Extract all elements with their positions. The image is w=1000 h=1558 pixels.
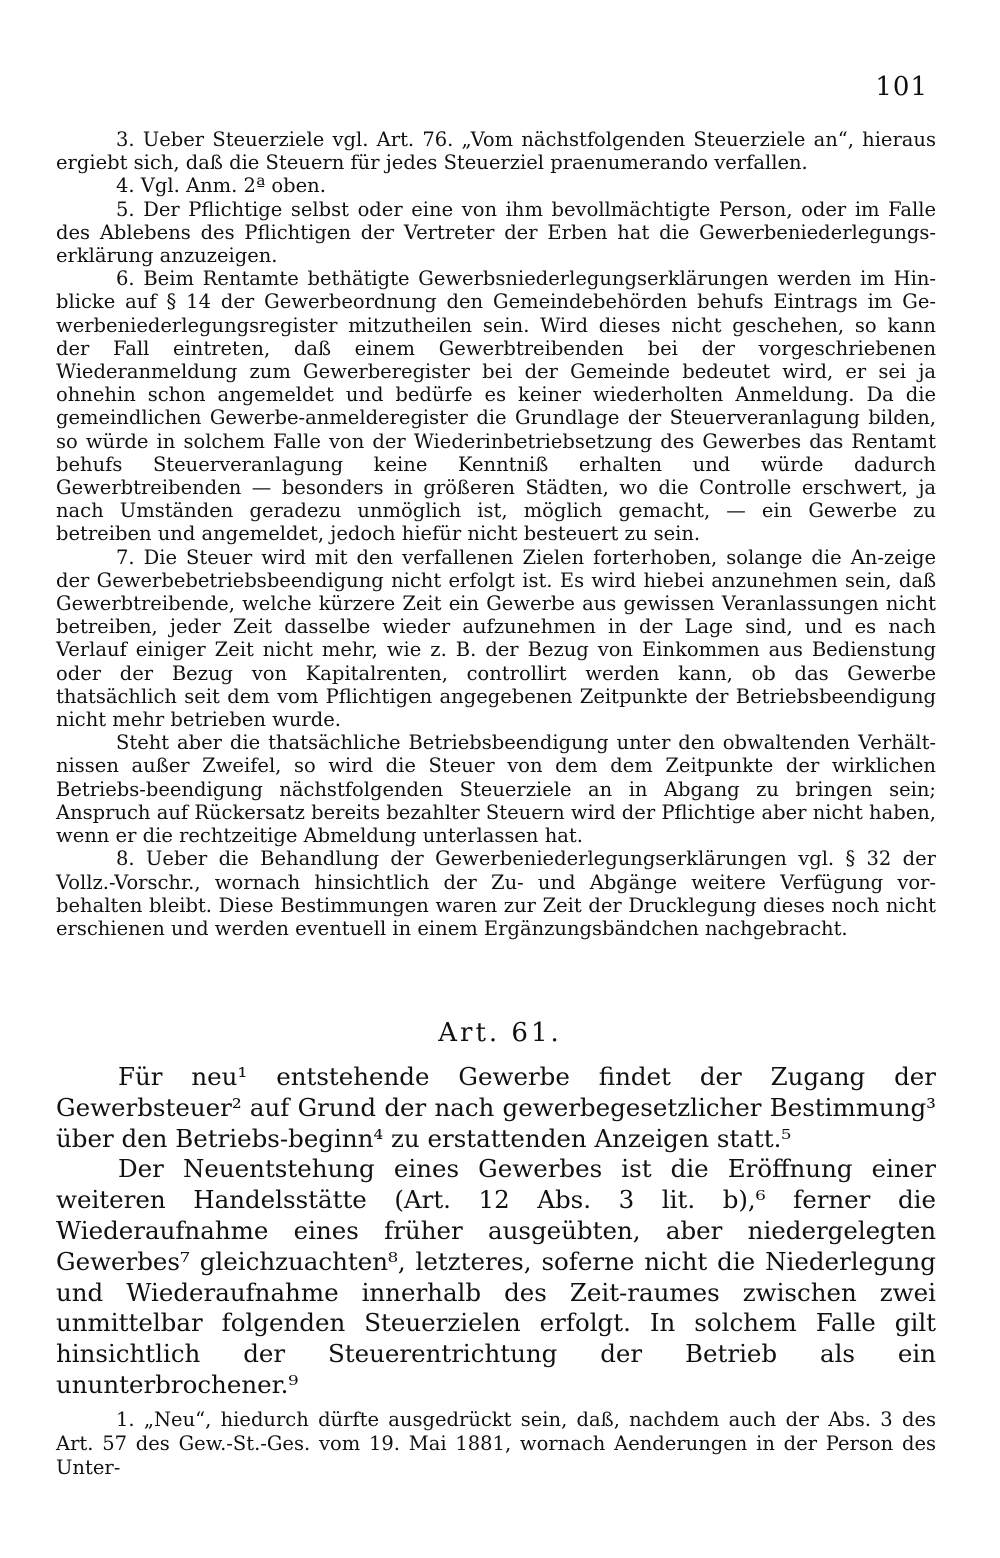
footnote-1: 1. „Neu“, hiedurch dürfte ausgedrückt sein, daß, nachdem auch der Abs. 3 des Art. 57 des Gew.-St.-Ges. vom 19. Mai 1881, wornach Aenderungen in der Person des Unter-	[56, 1408, 936, 1479]
page-number: 101	[875, 72, 928, 102]
note-7-continued: Steht aber die thatsächliche Betriebsbeendigung unter den obwaltenden Verhält-nissen außer Zweifel, so wird die Steuer von dem dem Zeitpunkte der wirklichen Betriebs-beendigung nächstfolgenden Steuerziele an in Abgang zu bringen sein; Anspruch auf Rückersatz bereits bezahlter Steuern wird der Pflichtige aber nicht haben, wenn er die rechtzeitige Abmeldung unterlassen hat.	[56, 731, 936, 848]
note-6: 6. Beim Rentamte bethätigte Gewerbsniederlegungserklärungen werden im Hin-blicke auf § 14 der Gewerbeordnung den Gemeindebehörden behufs Eintrags im Ge-werbeniederlegungsregister mitzutheilen sein. Wird dieses nicht geschehen, so kann der Fall eintreten, daß einem Gewerbtreibenden bei der vorgeschriebenen Wiederanmeldung zum Gewerberegister bei der Gemeinde bedeutet wird, er sei ja ohnehin schon angemeldet und bedürfe es keiner wiederholten Anmeldung. Da die gemeindlichen Gewerbe-anmelderegister die Grundlage der Steuerveranlagung bilden, so würde in solchem Falle von der Wiederinbetriebsetzung des Gewerbes das Rentamt behufs Steuerveranlagung keine Kenntniß erhalten und würde dadurch Gewerbtreibenden — besonders in größeren Städten, wo die Controlle erschwert, ja nach Umständen geradezu unmöglich ist, möglich gemacht, — ein Gewerbe zu betreiben und angemeldet, jedoch hiefür nicht besteuert zu sein.	[56, 267, 936, 546]
article-paragraph-2: Der Neuentstehung eines Gewerbes ist die Eröffnung einer weiteren Handelsstätte (Art. 12 Abs. 3 lit. b),⁶ ferner die Wiederaufnahme eines früher ausgeübten, aber niedergelegten Gewerbes⁷ gleichzuachten⁸, letzteres, soferne nicht die Niederlegung und Wiederaufnahme innerhalb des Zeit-raumes zwischen zwei unmittelbar folgenden Steuerzielen erfolgt. In solchem Falle gilt hinsichtlich der Steuerentrichtung der Betrieb als ein ununterbrochener.⁹	[56, 1154, 936, 1399]
note-5: 5. Der Pflichtige selbst oder eine von ihm bevollmächtigte Person, oder im Falle des Ablebens des Pflichtigen der Vertreter der Erben hat die Gewerbeniederlegungs-erklärung anzuzeigen.	[56, 197, 936, 268]
note-7: 7. Die Steuer wird mit den verfallenen Zielen forterhoben, solange die An-zeige der Gewerbebetriebsbeendigung nicht erfolgt ist. Es wird hiebei anzunehmen sein, daß Gewerbtreibende, welche kürzere Zeit ein Gewerbe aus gewissen Veranlassungen nicht betreiben, jeder Zeit dasselbe wieder aufzunehmen in der Lage sind, und es nach Verlauf einiger Zeit nicht mehr, wie z. B. der Bezug von Einkommen aus Bedienstung oder der Bezug von Kapitalrenten, controllirt werden kann, ob das Gewerbe thatsächlich seit dem vom Pflichtigen angegebenen Zeitpunkte der Betriebsbeendigung nicht mehr betrieben wurde.	[56, 545, 936, 732]
note-8: 8. Ueber die Behandlung der Gewerbeniederlegungserklärungen vgl. § 32 der Vollz.-Vorschr., wornach hinsichtlich der Zu- und Abgänge weitere Verfügung vor-behalten bleibt. Diese Bestimmungen waren zur Zeit der Drucklegung dieses noch nicht erschienen und werden eventuell in einem Ergänzungsbändchen nachgebracht.	[56, 847, 936, 940]
article-paragraph-1: Für neu¹ entstehende Gewerbe findet der Zugang der Gewerbsteuer² auf Grund der nach gewerbegesetzlicher Bestimmung³ über den Betriebs-beginn⁴ zu erstattenden Anzeigen statt.⁵	[56, 1062, 936, 1153]
note-4: 4. Vgl. Anm. 2ª oben.	[116, 174, 326, 198]
note-3: 3. Ueber Steuerziele vgl. Art. 76. „Vom nächstfolgenden Steuerziele an“, hieraus ergiebt sich, daß die Steuern für jedes Steuerziel praenumerando verfallen.	[56, 128, 936, 175]
annotation-notes	[56, 128, 936, 940]
article-text	[56, 1062, 936, 1401]
article-heading: Art. 61.	[438, 1018, 562, 1048]
footnotes	[56, 1408, 936, 1480]
